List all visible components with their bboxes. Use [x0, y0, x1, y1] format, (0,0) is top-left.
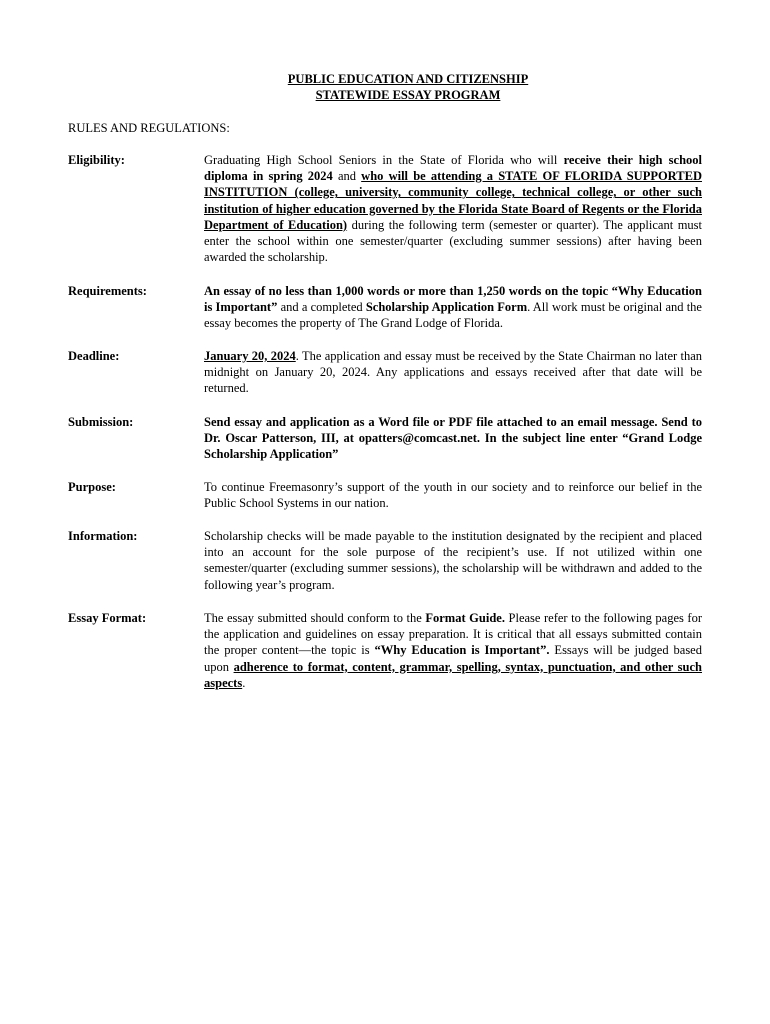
- eligibility-label: Eligibility:: [68, 153, 125, 167]
- information-text: Scholarship checks will be made payable to the institution designated by the recipient and placed into an account for the sole purpose of the recipient’s use. If not utilized within one semester/quarter (excluding summer sessions), the scholarship will be withdrawn and added to the following year’s program.: [204, 529, 702, 592]
- submission-label: Submission:: [68, 415, 134, 429]
- requirements-text: An essay of no less than 1,000 words or more than 1,250 words on the topic “Why Education is Important” and a completed Scholarship Application Form. All work must be original and the essay becomes the property of The Grand Lodge of Florida.: [204, 284, 702, 331]
- deadline-label: Deadline:: [68, 349, 120, 363]
- eligibility-text: Graduating High School Seniors in the State of Florida who will receive their high school diploma in spring 2024 and who will be attending a STATE OF FLORIDA SUPPORTED INSTITUTION (college, university, community college, technical college, or other such institution of higher education governed by the Florida State Board of Regents or the Florida Department of Education) during the following term (semester or quarter). The applicant must enter the school within one semester/quarter (excluding summer sessions) after having been awarded the scholarship.: [204, 153, 702, 265]
- title-line-1: PUBLIC EDUCATION AND CITIZENSHIP: [287, 72, 529, 86]
- essay-format-text: The essay submitted should conform to the Format Guide. Please refer to the following pages for the application and guidelines on essay preparation. It is critical that all essays submitted contain the proper content—the topic is “Why Education is Important”. Essays will be judged based upon adherence to format, content, grammar, spelling, syntax, punctuation, and other such aspects.: [204, 611, 702, 690]
- rules-heading: RULES AND REGULATIONS:: [68, 121, 230, 135]
- deadline-text: January 20, 2024. The application and essay must be received by the State Chairman no later than midnight on January 20, 2024. Any applications and essays received after that date will be returned.: [204, 349, 702, 396]
- title-line-2: STATEWIDE ESSAY PROGRAM: [315, 88, 501, 102]
- document-title: [0, 71, 770, 103]
- purpose-label: Purpose:: [68, 480, 116, 494]
- requirements-label: Requirements:: [68, 284, 147, 298]
- purpose-text: To continue Freemasonry’s support of the youth in our society and to reinforce our belief in the Public School Systems in our nation.: [204, 480, 702, 511]
- submission-text: Send essay and application as a Word file or PDF file attached to an email message. Send to Dr. Oscar Patterson, III, at opatters@comcast.net. In the subject line enter “Grand Lodge Scholarship Application”: [204, 415, 702, 462]
- information-label: Information:: [68, 529, 138, 543]
- essay-format-label: Essay Format:: [68, 611, 147, 625]
